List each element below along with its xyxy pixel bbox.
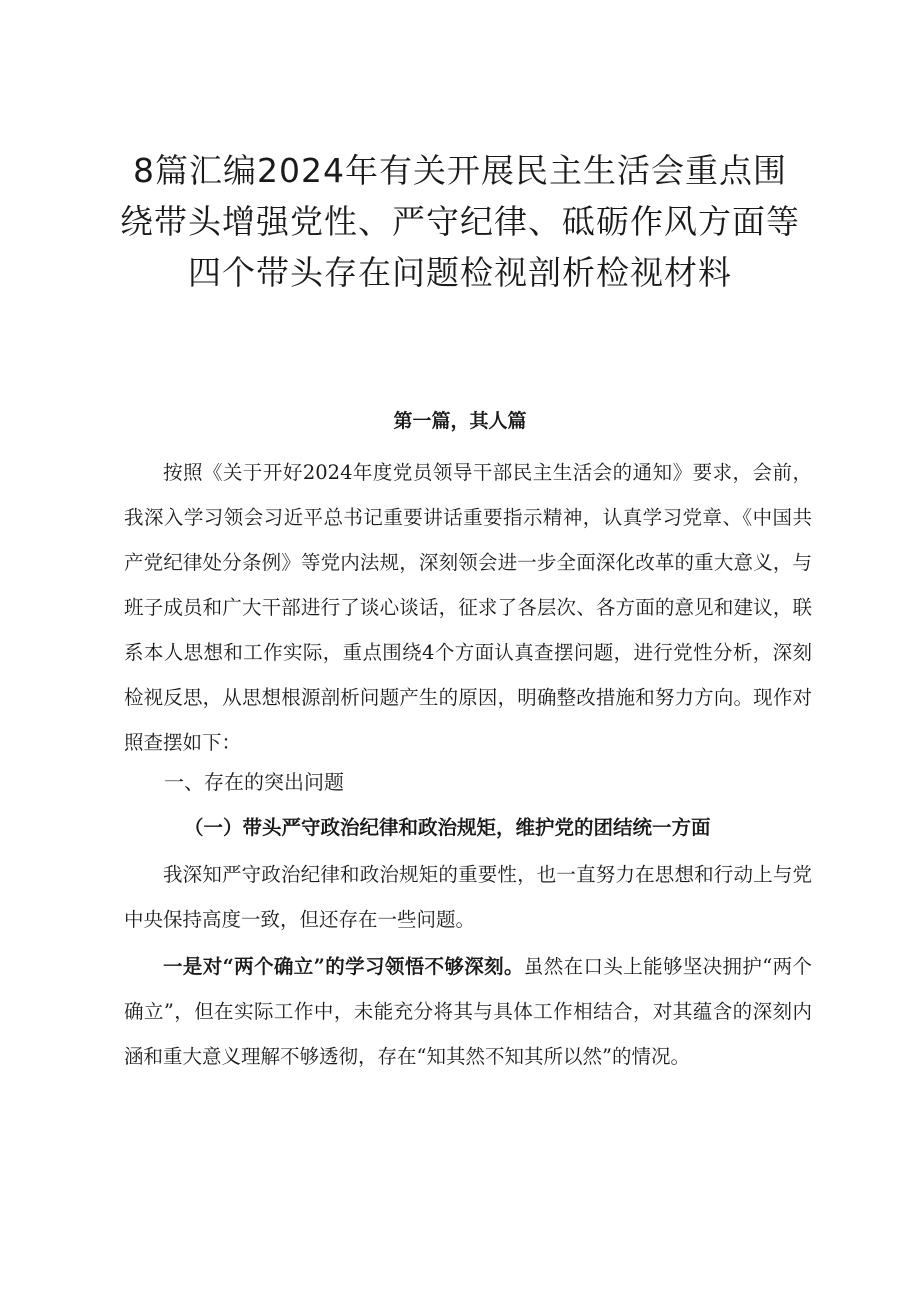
document-title <box>110 145 810 298</box>
paragraph-3-body: 虽然在口头上能够坚决拥护“两个确立”，但在实际工作中，未能充分将其与具体工作相结合，对其蕴含的深刻内涵和重大意义理解不够透彻，存在“知其然不知其所以然”的情况。 <box>124 955 812 1068</box>
title-line-3: 四个带头存在问题检视剖析检视材料 <box>188 253 732 292</box>
title-line-1: 8篇汇编2024年有关开展民主生活会重点围 <box>133 151 787 190</box>
title-line-2: 绕带头增强党性、严守纪律、砥砺作风方面等 <box>120 202 800 241</box>
heading-level-1: 一、存在的突出问题 <box>164 770 344 794</box>
section-title: 第一篇，其人篇 <box>393 410 527 432</box>
paragraph-2: 我深知严守政治纪律和政治规矩的重要性，也一直努力在思想和行动上与党中央保持高度一致，但还存在一些问题。 <box>124 863 812 931</box>
paragraph-3-lead: 一是对“两个确立”的学习领悟不够深刻。 <box>163 955 524 978</box>
paragraph-3 <box>124 944 812 1079</box>
heading-level-2: （一）带头严守政治纪律和政治规矩，维护党的团结统一方面 <box>184 816 711 839</box>
intro-paragraph: 按照《关于开好2024年度党员领导干部民主生活会的通知》要求，会前，我深入学习领会习近平总书记重要讲话重要指示精神，认真学习党章、《中国共产党纪律处分条例》等党内法规，深刻领会进一步全面深化改革的重大意义，与班子成员和广大干部进行了谈心谈话，征求了各层次、各方面的意见和建议，联系本人思想和工作实际，重点围绕4个方面认真查摆问题，进行党性分析，深刻检视反思，从思想根源剖析问题产生的原因，明确整改措施和努力方向。现作对照查摆如下： <box>124 461 812 754</box>
